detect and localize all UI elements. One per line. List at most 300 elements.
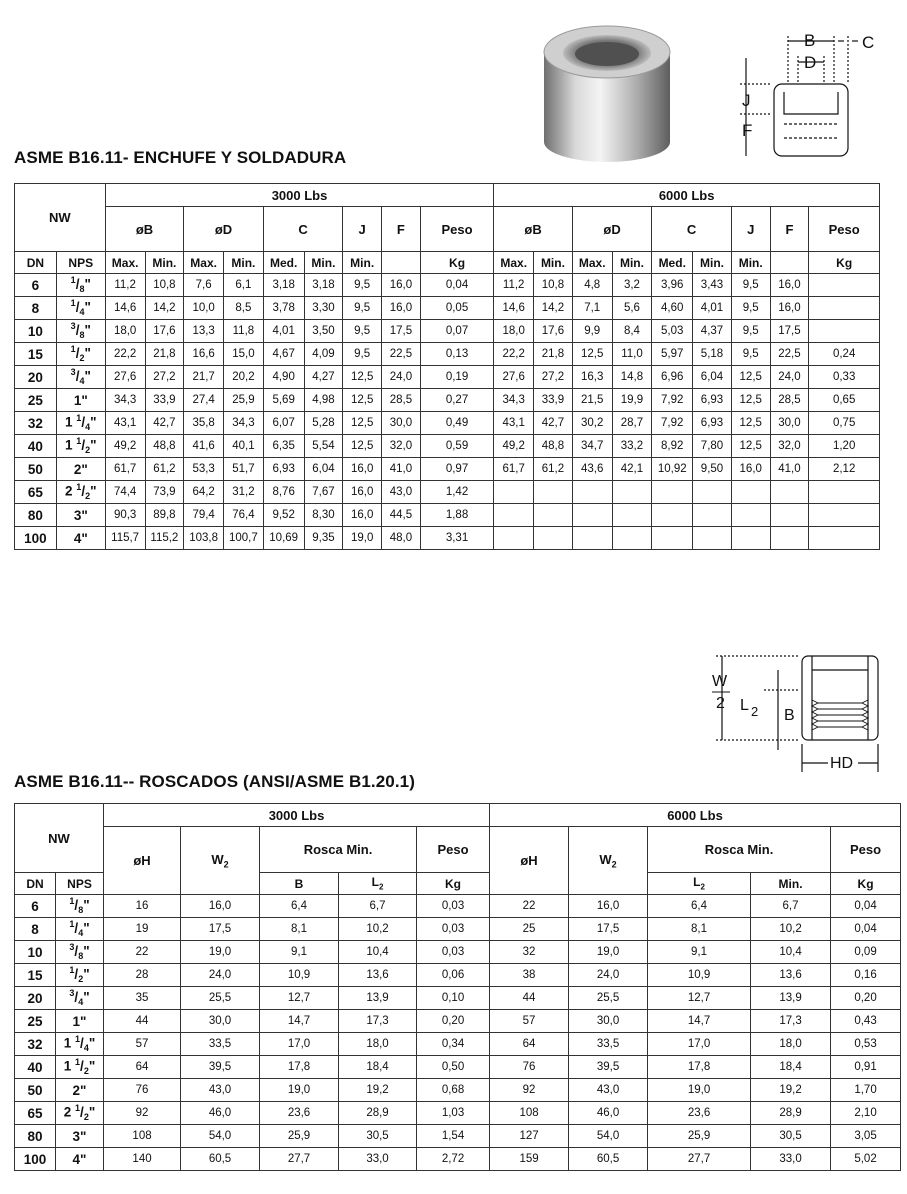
value-cell: 27,2: [534, 366, 573, 389]
value-cell: 17,5: [569, 918, 648, 941]
table-row: [15, 1102, 901, 1125]
class-3000-header: 3000 Lbs: [105, 184, 494, 207]
class-6000-header: 6000 Lbs: [490, 804, 901, 827]
value-cell: [731, 527, 770, 550]
value-cell: 159: [490, 1148, 569, 1171]
col-header-rosca: Rosca Min.: [648, 827, 831, 873]
value-cell: 15,0: [224, 343, 264, 366]
nps-cell: 2": [56, 1079, 104, 1102]
nps-cell: $^3/_4$": [56, 366, 105, 389]
value-cell: 3,31: [420, 527, 494, 550]
value-cell: 19,2: [339, 1079, 417, 1102]
value-cell: 44: [104, 1010, 181, 1033]
value-cell: 27,4: [184, 389, 224, 412]
nps-cell: $^1/_4$": [56, 297, 105, 320]
nps-cell: 4": [56, 527, 105, 550]
value-cell: 18,4: [339, 1056, 417, 1079]
table-row: [15, 1148, 901, 1171]
value-cell: 2,12: [809, 458, 880, 481]
value-cell: 6,4: [260, 895, 339, 918]
nps-cell: $^1/_2$": [56, 343, 105, 366]
value-cell: 44,5: [382, 504, 421, 527]
value-cell: [572, 527, 612, 550]
value-cell: 16,0: [569, 895, 648, 918]
value-cell: 0,68: [417, 1079, 490, 1102]
value-cell: 54,0: [569, 1125, 648, 1148]
value-cell: 92: [490, 1079, 569, 1102]
value-cell: 34,3: [494, 389, 534, 412]
value-cell: 6,7: [751, 895, 831, 918]
value-cell: 12,5: [343, 389, 382, 412]
sub-header-l2: $L_2$: [648, 873, 751, 895]
value-cell: 1,42: [420, 481, 494, 504]
nw-header: NW: [15, 804, 104, 873]
col-header: J: [731, 207, 770, 252]
value-cell: 7,80: [693, 435, 732, 458]
value-cell: 0,20: [417, 1010, 490, 1033]
value-cell: 23,6: [648, 1102, 751, 1125]
col-header-rosca: Rosca Min.: [260, 827, 417, 873]
sub-header-min: Min.: [751, 873, 831, 895]
value-cell: 41,6: [184, 435, 224, 458]
value-cell: 34,3: [105, 389, 145, 412]
value-cell: 0,06: [417, 964, 490, 987]
dn-cell: 8: [15, 297, 57, 320]
value-cell: 43,0: [569, 1079, 648, 1102]
value-cell: 12,5: [572, 343, 612, 366]
class-3000-header: 3000 Lbs: [104, 804, 490, 827]
value-cell: 17,5: [382, 320, 421, 343]
col-header-w2: $W_2$: [181, 827, 260, 895]
value-cell: 28,5: [382, 389, 421, 412]
table-row: [15, 320, 880, 343]
value-cell: 27,7: [648, 1148, 751, 1171]
value-cell: 21,8: [145, 343, 184, 366]
value-cell: 38: [490, 964, 569, 987]
value-cell: 17,6: [145, 320, 184, 343]
value-cell: 0,43: [831, 1010, 901, 1033]
sub-header-kg: Kg: [831, 873, 901, 895]
dn-cell: 65: [15, 1102, 56, 1125]
value-cell: 53,3: [184, 458, 224, 481]
value-cell: 18,0: [494, 320, 534, 343]
value-cell: 19,9: [612, 389, 652, 412]
value-cell: 5,54: [304, 435, 343, 458]
value-cell: 9,5: [343, 274, 382, 297]
dn-cell: 8: [15, 918, 56, 941]
value-cell: 22,2: [105, 343, 145, 366]
sub-header: Min.: [145, 252, 184, 274]
value-cell: 10,0: [184, 297, 224, 320]
value-cell: 30,0: [181, 1010, 260, 1033]
value-cell: 7,6: [184, 274, 224, 297]
nps-cell: 1": [56, 1010, 104, 1033]
value-cell: 0,65: [809, 389, 880, 412]
value-cell: 27,7: [260, 1148, 339, 1171]
table-row: [15, 412, 880, 435]
nps-cell: 2": [56, 458, 105, 481]
value-cell: 5,02: [831, 1148, 901, 1171]
dn-cell: 32: [15, 412, 57, 435]
value-cell: 0,27: [420, 389, 494, 412]
value-cell: 4,09: [304, 343, 343, 366]
value-cell: 20,2: [224, 366, 264, 389]
value-cell: 6,93: [263, 458, 304, 481]
value-cell: 17,8: [260, 1056, 339, 1079]
value-cell: 9,52: [263, 504, 304, 527]
value-cell: 9,5: [343, 320, 382, 343]
col-header: øB: [494, 207, 573, 252]
value-cell: 127: [490, 1125, 569, 1148]
value-cell: 21,8: [534, 343, 573, 366]
value-cell: 0,03: [417, 895, 490, 918]
value-cell: 5,6: [612, 297, 652, 320]
value-cell: 0,04: [420, 274, 494, 297]
value-cell: 61,7: [105, 458, 145, 481]
value-cell: 12,7: [260, 987, 339, 1010]
nps-header: NPS: [56, 873, 104, 895]
col-header: øD: [572, 207, 652, 252]
value-cell: 3,30: [304, 297, 343, 320]
value-cell: 1,54: [417, 1125, 490, 1148]
value-cell: 4,67: [263, 343, 304, 366]
dn-cell: 20: [15, 987, 56, 1010]
value-cell: 6,07: [263, 412, 304, 435]
value-cell: 16,0: [181, 895, 260, 918]
value-cell: 42,1: [612, 458, 652, 481]
value-cell: 89,8: [145, 504, 184, 527]
nps-cell: 1": [56, 389, 105, 412]
value-cell: 10,69: [263, 527, 304, 550]
table2-title: ASME B16.11-- ROSCADOS (ANSI/ASME B1.20.1): [14, 772, 415, 791]
table-row: [15, 895, 901, 918]
value-cell: 11,8: [224, 320, 264, 343]
value-cell: 33,0: [339, 1148, 417, 1171]
value-cell: 24,0: [569, 964, 648, 987]
value-cell: 33,0: [751, 1148, 831, 1171]
value-cell: 12,7: [648, 987, 751, 1010]
value-cell: 13,3: [184, 320, 224, 343]
value-cell: 35: [104, 987, 181, 1010]
dn-cell: 10: [15, 320, 57, 343]
value-cell: 24,0: [770, 366, 809, 389]
value-cell: 13,9: [751, 987, 831, 1010]
value-cell: 33,2: [612, 435, 652, 458]
value-cell: [534, 481, 573, 504]
value-cell: 40,1: [224, 435, 264, 458]
value-cell: 18,0: [105, 320, 145, 343]
nps-cell: 1 $^1/_2$": [56, 1056, 104, 1079]
value-cell: 13,6: [751, 964, 831, 987]
value-cell: 2,10: [831, 1102, 901, 1125]
sub-header: Med.: [263, 252, 304, 274]
value-cell: 60,5: [181, 1148, 260, 1171]
nps-cell: 2 $^1/_2$": [56, 1102, 104, 1125]
dn-cell: 40: [15, 1056, 56, 1079]
col-header: øB: [105, 207, 184, 252]
value-cell: 17,3: [751, 1010, 831, 1033]
value-cell: 46,0: [569, 1102, 648, 1125]
nps-cell: 3": [56, 1125, 104, 1148]
value-cell: 12,5: [731, 435, 770, 458]
label-f: F: [742, 121, 753, 140]
value-cell: 30,5: [751, 1125, 831, 1148]
value-cell: 9,35: [304, 527, 343, 550]
value-cell: 16,0: [770, 297, 809, 320]
table-row: [15, 1033, 901, 1056]
value-cell: 7,92: [652, 412, 693, 435]
nps-cell: 3": [56, 504, 105, 527]
value-cell: 28,9: [751, 1102, 831, 1125]
value-cell: 10,8: [534, 274, 573, 297]
value-cell: 11,2: [105, 274, 145, 297]
dn-cell: 100: [15, 1148, 56, 1171]
table-row: [15, 504, 880, 527]
value-cell: 25,9: [648, 1125, 751, 1148]
value-cell: 14,7: [648, 1010, 751, 1033]
value-cell: [494, 504, 534, 527]
value-cell: 0,09: [831, 941, 901, 964]
value-cell: 14,2: [534, 297, 573, 320]
dn-cell: 100: [15, 527, 57, 550]
value-cell: [809, 320, 880, 343]
sub-header-b: B: [260, 873, 339, 895]
value-cell: 0,24: [809, 343, 880, 366]
sub-header: Min.: [534, 252, 573, 274]
value-cell: 0,75: [809, 412, 880, 435]
value-cell: 0,10: [417, 987, 490, 1010]
dn-cell: 15: [15, 343, 57, 366]
sub-header: [770, 252, 809, 274]
value-cell: 5,28: [304, 412, 343, 435]
value-cell: 4,8: [572, 274, 612, 297]
value-cell: 4,98: [304, 389, 343, 412]
value-cell: 92: [104, 1102, 181, 1125]
value-cell: [693, 481, 732, 504]
value-cell: 7,67: [304, 481, 343, 504]
value-cell: [572, 481, 612, 504]
value-cell: [572, 504, 612, 527]
table-row: [15, 527, 880, 550]
sub-header: Med.: [652, 252, 693, 274]
value-cell: 10,92: [652, 458, 693, 481]
value-cell: 0,07: [420, 320, 494, 343]
value-cell: 0,05: [420, 297, 494, 320]
value-cell: 9,5: [731, 274, 770, 297]
value-cell: [809, 481, 880, 504]
value-cell: 12,5: [731, 366, 770, 389]
value-cell: 1,20: [809, 435, 880, 458]
value-cell: 8,4: [612, 320, 652, 343]
col-header: F: [382, 207, 421, 252]
table-row: [15, 918, 901, 941]
sub-header-l2: $L_2$: [339, 873, 417, 895]
value-cell: 48,0: [382, 527, 421, 550]
nps-cell: $^1/_8$": [56, 274, 105, 297]
value-cell: 28,5: [770, 389, 809, 412]
table-row: [15, 987, 901, 1010]
value-cell: [534, 527, 573, 550]
value-cell: 4,37: [693, 320, 732, 343]
value-cell: 6,93: [693, 389, 732, 412]
dn-header: DN: [15, 873, 56, 895]
dn-cell: 50: [15, 458, 57, 481]
value-cell: 3,18: [263, 274, 304, 297]
value-cell: 61,2: [534, 458, 573, 481]
sub-header: NPS: [56, 252, 105, 274]
value-cell: 64: [104, 1056, 181, 1079]
sub-header: Min.: [731, 252, 770, 274]
value-cell: 33,5: [569, 1033, 648, 1056]
value-cell: 73,9: [145, 481, 184, 504]
value-cell: 16,6: [184, 343, 224, 366]
value-cell: 49,2: [105, 435, 145, 458]
sub-header: Min.: [304, 252, 343, 274]
value-cell: 43,1: [494, 412, 534, 435]
value-cell: 11,2: [494, 274, 534, 297]
col-header: Peso: [420, 207, 494, 252]
value-cell: 22: [104, 941, 181, 964]
nps-cell: $^1/_4$": [56, 918, 104, 941]
value-cell: 27,2: [145, 366, 184, 389]
value-cell: 100,7: [224, 527, 264, 550]
value-cell: 30,5: [339, 1125, 417, 1148]
value-cell: 19,0: [569, 941, 648, 964]
value-cell: [731, 481, 770, 504]
value-cell: 16,3: [572, 366, 612, 389]
value-cell: 61,2: [145, 458, 184, 481]
value-cell: 3,50: [304, 320, 343, 343]
sub-header: Kg: [809, 252, 880, 274]
table-row: [15, 274, 880, 297]
nps-cell: 1 $^1/_4$": [56, 412, 105, 435]
value-cell: 108: [490, 1102, 569, 1125]
table-row: [15, 1079, 901, 1102]
value-cell: 76: [104, 1079, 181, 1102]
value-cell: 0,33: [809, 366, 880, 389]
value-cell: 12,5: [343, 435, 382, 458]
value-cell: [652, 527, 693, 550]
value-cell: 16,0: [731, 458, 770, 481]
value-cell: 6,4: [648, 895, 751, 918]
value-cell: 39,5: [181, 1056, 260, 1079]
dn-cell: 20: [15, 366, 57, 389]
table-row: [15, 366, 880, 389]
value-cell: 12,5: [731, 389, 770, 412]
value-cell: 14,7: [260, 1010, 339, 1033]
value-cell: 30,0: [382, 412, 421, 435]
value-cell: 6,35: [263, 435, 304, 458]
sub-header: Max.: [494, 252, 534, 274]
value-cell: 8,5: [224, 297, 264, 320]
value-cell: 33,9: [534, 389, 573, 412]
value-cell: 0,16: [831, 964, 901, 987]
value-cell: [731, 504, 770, 527]
value-cell: [693, 504, 732, 527]
value-cell: 4,60: [652, 297, 693, 320]
table-row: [15, 1056, 901, 1079]
value-cell: 4,01: [263, 320, 304, 343]
table-row: [15, 1010, 901, 1033]
value-cell: 0,59: [420, 435, 494, 458]
value-cell: 14,6: [494, 297, 534, 320]
value-cell: 10,2: [339, 918, 417, 941]
value-cell: [770, 527, 809, 550]
value-cell: 9,5: [343, 297, 382, 320]
value-cell: 32: [490, 941, 569, 964]
value-cell: [652, 504, 693, 527]
value-cell: 16,0: [343, 481, 382, 504]
value-cell: 9,5: [343, 343, 382, 366]
value-cell: 3,18: [304, 274, 343, 297]
label-w: W: [712, 673, 728, 690]
value-cell: 76: [490, 1056, 569, 1079]
value-cell: 22: [490, 895, 569, 918]
value-cell: 6,04: [693, 366, 732, 389]
dn-cell: 40: [15, 435, 57, 458]
col-header-oh: øH: [104, 827, 181, 895]
value-cell: 42,7: [534, 412, 573, 435]
value-cell: 74,4: [105, 481, 145, 504]
value-cell: 34,7: [572, 435, 612, 458]
col-header: F: [770, 207, 809, 252]
label-c: C: [862, 33, 875, 52]
value-cell: 2,72: [417, 1148, 490, 1171]
nps-cell: 1 $^1/_2$": [56, 435, 105, 458]
coupling-photo: [538, 14, 676, 164]
value-cell: 10,2: [751, 918, 831, 941]
value-cell: 12,5: [343, 366, 382, 389]
dn-cell: 25: [15, 1010, 56, 1033]
value-cell: 4,27: [304, 366, 343, 389]
value-cell: 42,7: [145, 412, 184, 435]
value-cell: 6,04: [304, 458, 343, 481]
value-cell: 1,70: [831, 1079, 901, 1102]
sub-header: Min.: [612, 252, 652, 274]
value-cell: 17,5: [181, 918, 260, 941]
col-header-w2: $W_2$: [569, 827, 648, 895]
col-header-peso: Peso: [831, 827, 901, 873]
sub-header-kg: Kg: [417, 873, 490, 895]
value-cell: 22,5: [382, 343, 421, 366]
value-cell: 8,1: [260, 918, 339, 941]
value-cell: [612, 504, 652, 527]
value-cell: 30,2: [572, 412, 612, 435]
label-l: L: [740, 697, 749, 714]
col-header: C: [263, 207, 343, 252]
value-cell: 17,0: [648, 1033, 751, 1056]
socket-weld-diagram: [732, 26, 882, 166]
value-cell: 54,0: [181, 1125, 260, 1148]
value-cell: 6,7: [339, 895, 417, 918]
nps-cell: 4": [56, 1148, 104, 1171]
value-cell: 16,0: [343, 458, 382, 481]
value-cell: 16,0: [343, 504, 382, 527]
value-cell: 108: [104, 1125, 181, 1148]
value-cell: 41,0: [770, 458, 809, 481]
value-cell: 33,5: [181, 1033, 260, 1056]
value-cell: 5,97: [652, 343, 693, 366]
value-cell: 1,88: [420, 504, 494, 527]
value-cell: 8,92: [652, 435, 693, 458]
value-cell: 24,0: [181, 964, 260, 987]
value-cell: 21,7: [184, 366, 224, 389]
value-cell: 12,5: [343, 412, 382, 435]
value-cell: 8,1: [648, 918, 751, 941]
value-cell: 3,05: [831, 1125, 901, 1148]
table-row: [15, 343, 880, 366]
sub-header: DN: [15, 252, 57, 274]
